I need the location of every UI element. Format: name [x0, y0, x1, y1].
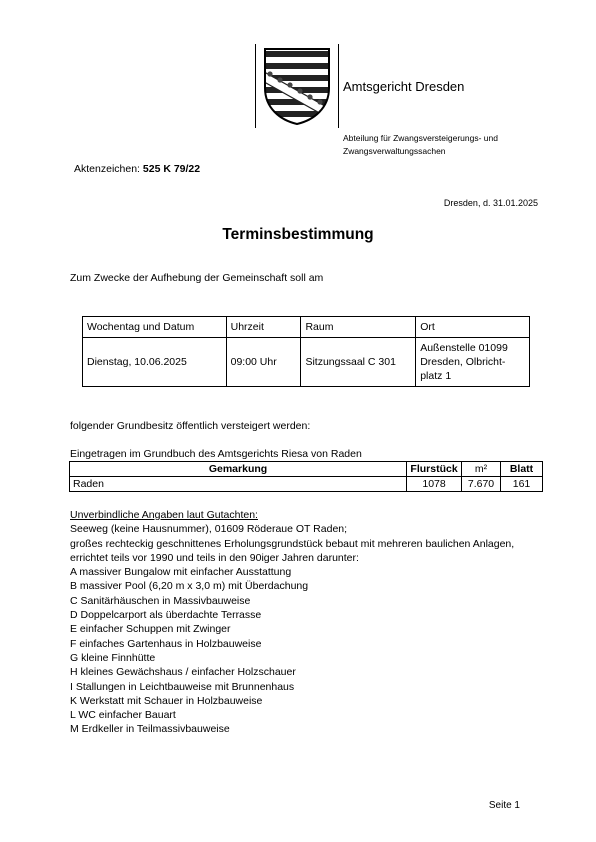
description-line: M Erdkeller in Teilmassivbauweise — [70, 723, 230, 736]
description-line: G kleine Finnhütte — [70, 651, 156, 664]
grundbuch-cell-area: 7.670 — [462, 477, 501, 492]
description-line: errichtet teils vor 1990 und teils in den 90iger Jahren darunter: — [70, 551, 359, 564]
grundbuch-cell-blatt: 161 — [501, 477, 543, 492]
page-number: Seite 1 — [488, 800, 520, 811]
termin-table-header-row — [83, 317, 530, 338]
grundbuch-table-header-row — [70, 462, 543, 477]
court-name: Amtsgericht Dresden — [343, 79, 465, 94]
follow-text: folgender Grundbesitz öffentlich versteigert werden: — [70, 420, 311, 432]
termin-location-text: Außenstelle 01099 Dresden, Olbricht- platz 1 — [420, 342, 508, 382]
termin-header-time: Uhrzeit — [226, 317, 301, 338]
termin-table-row — [83, 338, 530, 387]
description-line: B massiver Pool (6,20 m x 3,0 m) mit Überdachung — [70, 580, 309, 593]
termin-header-room: Raum — [301, 317, 416, 338]
grundbuch-header-blatt: Blatt — [501, 462, 543, 477]
file-reference — [74, 163, 200, 175]
grundbuch-header-area: m² — [462, 462, 501, 477]
description-line: L WC einfacher Bauart — [70, 709, 176, 722]
grundbuch-header-gemarkung: Gemarkung — [70, 462, 407, 477]
termin-cell-room: Sitzungssaal C 301 — [301, 338, 416, 387]
description-line: D Doppelcarport als überdachte Terrasse — [70, 609, 262, 622]
description-line: Seeweg (keine Hausnummer), 01609 Röderaue OT Raden; — [70, 523, 348, 536]
termin-table — [82, 316, 530, 387]
termin-cell-date: Dienstag, 10.06.2025 — [83, 338, 227, 387]
intro-text: Zum Zwecke der Aufhebung der Gemeinschaft soll am — [70, 272, 324, 284]
document-title: Terminsbestimmung — [222, 226, 374, 243]
termin-cell-time: 09:00 Uhr — [226, 338, 301, 387]
description-line: K Werkstatt mit Schauer in Holzbauweise — [70, 694, 263, 707]
termin-header-location: Ort — [416, 317, 530, 338]
description-line: H kleines Gewächshaus / einfacher Holzschauer — [70, 666, 296, 679]
grundbuch-cell-gemarkung: Raden — [70, 477, 407, 492]
termin-header-date: Wochentag und Datum — [83, 317, 227, 338]
description-line: A massiver Bungalow mit einfacher Ausstattung — [70, 566, 292, 579]
description-line: C Sanitärhäuschen in Massivbauweise — [70, 594, 251, 607]
grundbuch-cell-flurstueck: 1078 — [407, 477, 462, 492]
department-name: Abteilung für Zwangsversteigerungs- und Zwangsverwaltungssachen — [343, 133, 498, 156]
file-reference-value: 525 K 79/22 — [142, 163, 201, 175]
header-right-rule — [338, 44, 339, 128]
grundbuch-table — [69, 461, 543, 492]
header-left-rule — [255, 44, 256, 128]
description-heading: Unverbindliche Angaben laut Gutachten: — [70, 509, 258, 521]
description-line: E einfacher Schuppen mit Zwinger — [70, 623, 231, 636]
termin-cell-location — [416, 338, 530, 387]
file-reference-label: Aktenzeichen: — [74, 163, 140, 175]
saxony-coat-of-arms-icon — [262, 46, 332, 126]
dateline: Dresden, d. 31.01.2025 — [443, 198, 538, 208]
registered-text: Eingetragen im Grundbuch des Amtsgerichts Riesa von Raden — [70, 448, 362, 460]
grundbuch-table-row — [70, 477, 543, 492]
property-description — [70, 508, 514, 737]
description-line: großes rechteckig geschnittenes Erholungsgrundstück bebaut mit mehreren baulichen Anlagen, — [70, 537, 515, 550]
grundbuch-header-flurstueck: Flurstück — [407, 462, 462, 477]
description-line: F einfaches Gartenhaus in Holzbauweise — [70, 637, 262, 650]
description-line: I Stallungen in Leichtbauweise mit Brunnenhaus — [70, 680, 295, 693]
